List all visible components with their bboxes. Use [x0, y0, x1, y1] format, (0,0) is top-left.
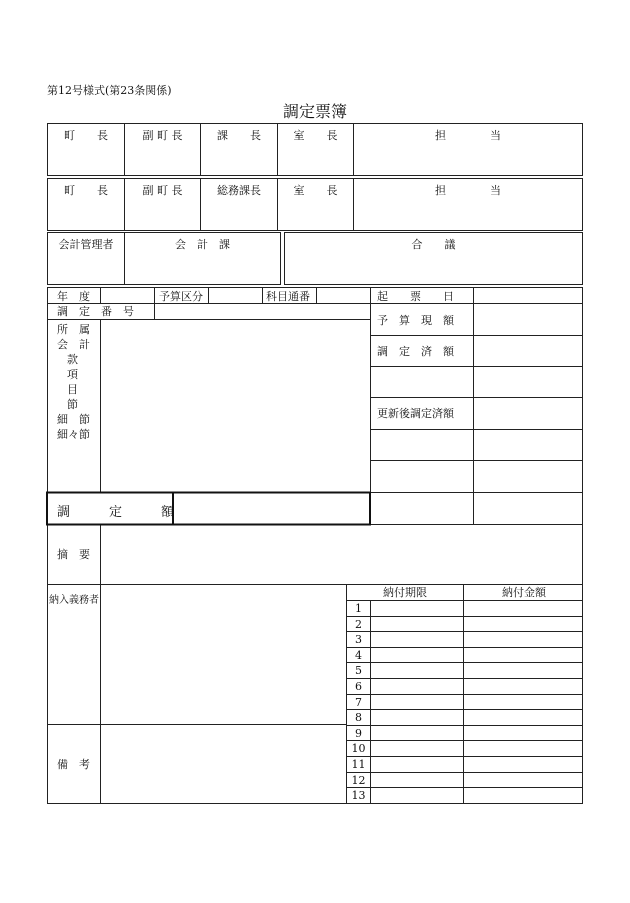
approval-cell-office-chief-2[interactable]: 室 長 [278, 179, 354, 231]
approval-cell-general-affairs-chief[interactable]: 総務課長 [201, 179, 278, 231]
installment-number: 1 [355, 602, 362, 615]
label-payer: 納入義務者 [49, 595, 99, 606]
installment-number: 7 [355, 695, 362, 709]
installment-number: 13 [351, 789, 366, 803]
approval-cell-staff[interactable]: 担 当 [354, 124, 583, 176]
installment-number: 9 [355, 726, 362, 740]
assessment-amount-field[interactable] [174, 494, 369, 523]
approval-cell-deputy-mayor-2[interactable]: 副 町 長 [125, 179, 201, 231]
installment-number: 3 [355, 633, 362, 647]
label-affiliation: 所 属 [57, 323, 90, 336]
installment-number: 12 [351, 773, 366, 787]
installment-number: 10 [351, 742, 366, 756]
installment-number: 11 [351, 758, 366, 771]
label-current-budget: 予 算 現 額 [377, 314, 454, 327]
approval-cell-mayor-2[interactable]: 町 長 [48, 179, 125, 231]
label-updated-assessed-amount: 更新後調定済額 [377, 407, 454, 420]
label-saisaisetsu: 細々節 [57, 428, 90, 441]
label-summary: 摘 要 [57, 548, 90, 561]
label-remarks: 備 考 [57, 758, 90, 771]
approval-cell-section-chief[interactable]: 課 長 [201, 124, 278, 176]
label-assessment-number: 調 定 番 号 [57, 305, 134, 318]
installment-number: 4 [355, 648, 362, 662]
approval-cell-office-chief[interactable]: 室 長 [278, 124, 354, 176]
approval-cell-accounting-section[interactable]: 会 計 課 [125, 233, 281, 285]
installment-number: 5 [355, 664, 362, 678]
label-saisetsu: 細 節 [57, 413, 90, 426]
approval-cell-mayor[interactable]: 町 長 [48, 124, 125, 176]
approval-cell-staff-2[interactable]: 担 当 [354, 179, 583, 231]
installment-number: 6 [355, 680, 362, 693]
label-issue-date: 起 票 日 [377, 290, 454, 303]
label-fiscal-year: 年 度 [57, 290, 90, 303]
label-accounting: 会 計 [57, 338, 90, 351]
label-moku: 目 [67, 383, 78, 396]
installment-number: 8 [355, 711, 362, 725]
header-payment-amount: 納付金額 [502, 586, 546, 599]
label-kan: 款 [67, 353, 78, 366]
label-budget-category: 予算区分 [159, 290, 203, 303]
page-title: 調定票簿 [282, 102, 347, 121]
form-number: 第12号様式(第23条関係) [47, 84, 172, 97]
approval-cell-consultation[interactable]: 合 議 [285, 233, 583, 285]
approval-cell-accounting-manager[interactable]: 会計管理者 [48, 233, 125, 285]
label-account-number: 科目通番 [266, 290, 310, 303]
label-kou: 項 [67, 368, 78, 381]
label-setsu: 節 [67, 398, 78, 411]
label-assessed-amount: 調 定 済 額 [377, 345, 454, 358]
header-due-date: 納付期限 [383, 586, 427, 599]
label-assessment-amount: 調 定 額 [57, 505, 175, 520]
installment-number: 2 [355, 617, 362, 631]
approval-cell-deputy-mayor[interactable]: 副 町 長 [125, 124, 201, 176]
